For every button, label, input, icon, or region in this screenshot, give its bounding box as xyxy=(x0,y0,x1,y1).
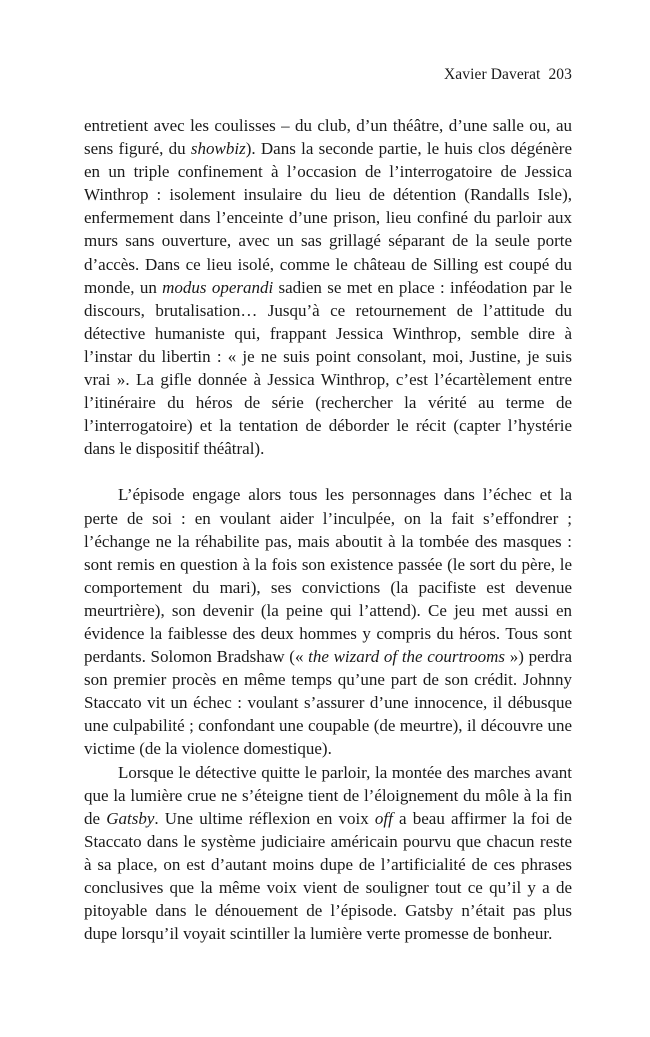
text-segment: L’épisode engage alors tous les personnages dans l’échec et la perte de soi : en voulant aider l’inculpée, on la fait s’effondrer ; l’échange ne la réhabilite pas, mais aboutit à la tombée des masques : sont remis en question à la fois son existence passée (le sort du père, le comportement du mari), ses convictions (la pacifiste est devenue meurtrière), son devenir (la peine qui l’attend). Ce jeu met aussi en évidence la faiblesse des deux hommes y compris du héros. Tous sont perdants. Solomon Bradshaw (« xyxy=(84,485,572,667)
text-segment: ») perdra son premier procès en même temps qu’une part de son crédit. Johnny Staccato vit un échec : voulant s’assurer d’une innocence, il débusque une culpabilité ; confondant une coupable (de meurtre), il découvre une victime (de la violence domestique). xyxy=(84,647,573,759)
text-segment: ). Dans la seconde partie, le huis clos dégénère en un triple confinement à l’occasion de l’interrogatoire de Jessica Winthrop : isolement insulaire du lieu de détention (Randalls Isle), enfermement dans l’enceinte d’une prison, lieu confiné du parloir aux murs sans ouverture, avec un sas grillagé séparant de la seule porte d’accès. Dans ce lieu isolé, comme le château de Silling est coupé du monde, un xyxy=(84,139,572,297)
text-segment: . Une ultime réflexion en voix xyxy=(154,808,375,828)
italic-term-modus-operandi: modus operandi xyxy=(162,277,274,297)
italic-term-showbiz: showbiz xyxy=(190,139,246,159)
header-author: Xavier Daverat xyxy=(443,66,541,83)
italic-term-gatsby: Gatsby xyxy=(106,808,155,828)
text-segment: Lorsque le détective quitte le parloir, la montée des marches avant que la lumière crue ne s’éteigne tient de l’éloignement du môle à la fin de xyxy=(84,762,572,828)
paragraph-1 xyxy=(84,114,572,460)
text-segment: a beau affirmer la foi de Staccato dans le système judiciaire américain pourvu que chacun reste à sa place, on est d’autant moins dupe de l’artificialité de ces phrases conclusives que la même voix vient de souligner tout ce qu’il y a de pitoyable dans le dénouement de l’épisode. Gatsby n’était pas plus dupe lorsqu’il voyait scintiller la lumière verte promesse de bonheur. xyxy=(84,808,572,944)
text-segment: sadien se met en place : inféodation par le discours, brutalisation… Jusqu’à ce retournement de l’attitude du détective humaniste qui, frappant Jessica Winthrop, semble dire à l’instar du libertin : « je ne suis point consolant, moi, Justine, je suis vrai ». La gifle donnée à Jessica Winthrop, c’est l’écartèlement entre l’itinéraire du héros de série (rechercher la vérité au terme de l’interrogatoire) et la tentation de déborder le récit (capter l’hystérie dans le dispositif théâtral). xyxy=(84,277,572,459)
paragraph-2 xyxy=(84,483,572,760)
italic-term-wizard: the wizard of the courtrooms xyxy=(308,647,506,667)
running-header xyxy=(444,66,572,84)
body-text xyxy=(84,114,572,945)
paragraph-3 xyxy=(84,761,572,946)
italic-term-off: off xyxy=(374,808,393,828)
text-segment: entretient avec les coulisses – du club, d’un théâtre, d’une salle ou, au sens figuré, du xyxy=(84,116,572,159)
page-number: 203 xyxy=(548,66,572,83)
